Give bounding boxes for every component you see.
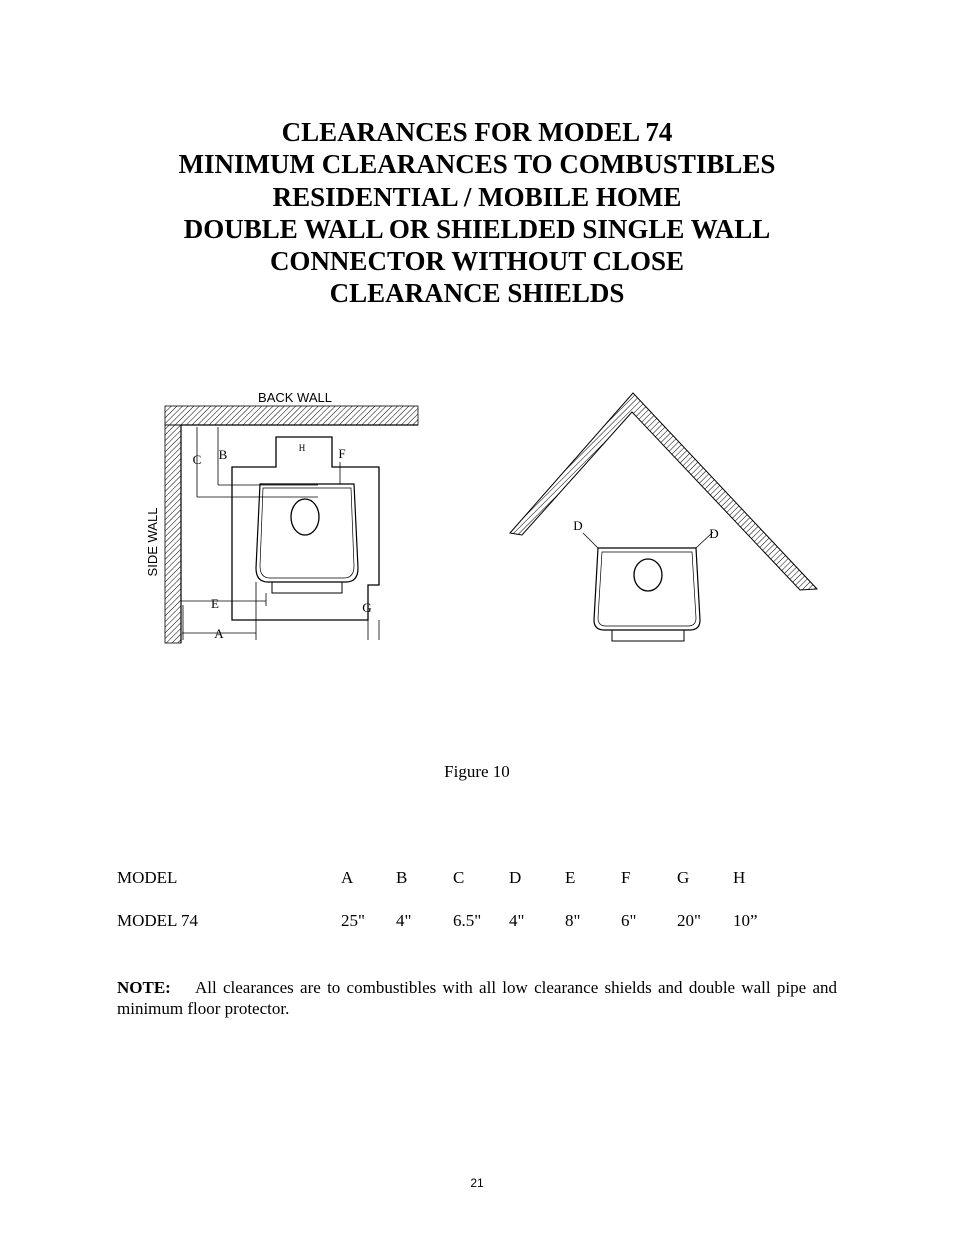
label-d-left: D <box>573 518 583 533</box>
label-c: C <box>192 452 202 467</box>
corner-installation-diagram <box>145 390 418 643</box>
table-header-cell: A <box>341 868 354 887</box>
table-header-cell: D <box>509 868 522 887</box>
label-f: F <box>338 446 346 461</box>
table-cell: 4" <box>396 911 412 930</box>
title-line-2: MINIMUM CLEARANCES TO COMBUSTIBLES <box>178 149 776 180</box>
label-a: A <box>214 626 224 641</box>
table-cell: 25" <box>341 911 365 930</box>
table-header-cell: F <box>621 868 631 887</box>
table-header-cell: C <box>453 868 465 887</box>
side-wall <box>165 425 181 643</box>
back-wall-label: BACK WALL <box>258 390 332 405</box>
back-wall <box>165 406 418 425</box>
table-cell: 4" <box>509 911 525 930</box>
table-header-cell: MODEL <box>117 868 178 887</box>
stove-body-angled <box>594 548 700 630</box>
angled-corner-diagram <box>510 393 817 641</box>
figure-caption: Figure 10 <box>444 762 510 781</box>
label-g: G <box>362 600 372 615</box>
page-title <box>0 116 954 310</box>
table-cell: MODEL 74 <box>117 911 199 930</box>
label-b: B <box>218 447 228 462</box>
table-cell: 10” <box>733 911 758 930</box>
label-e: E <box>211 596 219 611</box>
title-line-3: RESIDENTIAL / MOBILE HOME <box>272 181 682 212</box>
table-header-cell: B <box>396 868 408 887</box>
table-header-cell: H <box>733 868 746 887</box>
note-paragraph <box>117 977 837 1019</box>
table-header-cell: G <box>677 868 690 887</box>
title-line-1: CLEARANCES FOR MODEL 74 <box>281 117 673 147</box>
title-line-6: CLEARANCE SHIELDS <box>329 278 625 309</box>
page-number: 21 <box>470 1176 484 1190</box>
label-d-right: D <box>709 526 719 541</box>
flue-collar <box>291 499 319 535</box>
flue-collar-angled <box>634 559 662 591</box>
label-h: H <box>298 443 306 453</box>
title-line-5: CONNECTOR WITHOUT CLOSE <box>269 246 685 277</box>
table-cell: 8" <box>565 911 581 930</box>
clearance-diagram <box>0 380 954 670</box>
angled-wall <box>510 393 817 590</box>
table-cell: 6.5" <box>453 911 482 930</box>
note-text: All clearances are to combustibles with all low clearance shields and double wall pipe and minimum floor protector. <box>117 978 837 1018</box>
note-label: NOTE: <box>117 978 171 997</box>
table-cell: 6" <box>621 911 637 930</box>
title-line-4: DOUBLE WALL OR SHIELDED SINGLE WALL <box>183 213 771 244</box>
table-header-cell: E <box>565 868 576 887</box>
table-cell: 20" <box>677 911 701 930</box>
side-wall-label: SIDE WALL <box>145 507 160 577</box>
